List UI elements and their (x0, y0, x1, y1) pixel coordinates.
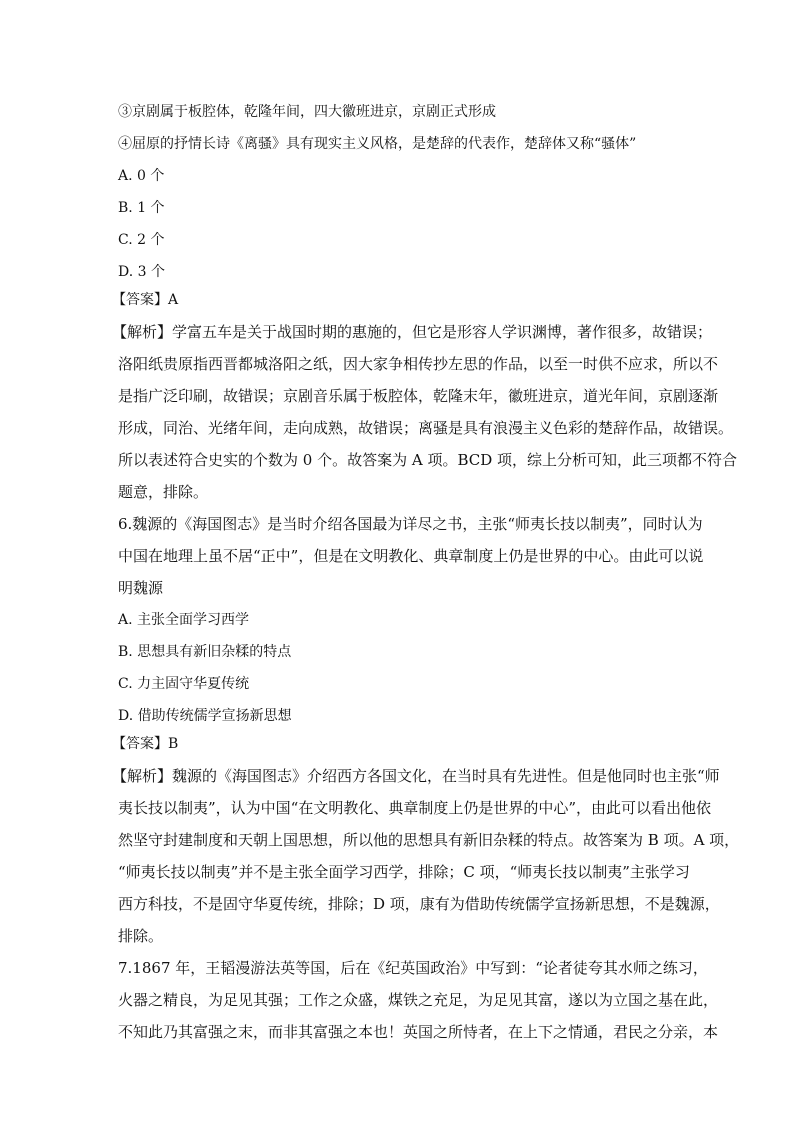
q5-option-d: D. 3 个 (118, 264, 165, 280)
q6-analysis-line: “师夷长技以制夷”并不是主张全面学习西学，排除；C 项，“师夷长技以制夷”主张学习 (118, 863, 690, 881)
q7-stem-line: 7.1867 年，王韬漫游法英等国，后在《纪英国政治》中写到：“论者徒夸其水师之练习， (118, 959, 708, 977)
q5-analysis-line: 题意，排除。 (118, 483, 209, 501)
q6-answer: 【答案】B (112, 736, 179, 752)
q6-option-d: D. 借助传统儒学宣扬新思想 (118, 708, 292, 724)
q5-option-b: B. 1 个 (118, 200, 165, 216)
q5-option-a: A. 0 个 (118, 168, 165, 184)
q6-option-a: A. 主张全面学习西学 (118, 612, 250, 628)
q5-analysis-line: 【解析】学富五车是关于战国时期的惠施的，但它是形容人学识渊博，著作很多，故错误； (112, 323, 713, 341)
q6-stem-line: 中国在地理上虽不居“正中”，但是在文明教化、典章制度上仍是世界的中心。由此可以说 (118, 547, 704, 565)
q6-analysis-line: 夷长技以制夷”，认为中国“在文明教化、典章制度上仍是世界的中心”，由此可以看出他依 (118, 799, 712, 817)
q5-option-c: C. 2 个 (118, 232, 165, 248)
q5-analysis-line: 是指广泛印刷，故错误；京剧音乐属于板腔体，乾隆末年，徽班进京，道光年间，京剧逐渐 (118, 387, 719, 405)
q6-analysis-line: 【解析】魏源的《海国图志》介绍西方各国文化，在当时具有先进性。但是他同时也主张“师 (112, 767, 720, 785)
q5-analysis-line: 形成，同治、光绪年间，走向成熟，故错误；离骚是具有浪漫主义色彩的楚辞作品，故错误。 (118, 419, 734, 437)
q5-analysis-line: 洛阳纸贵原指西晋都城洛阳之纸，因大家争相传抄左思的作品，以至一时供不应求，所以不 (118, 355, 719, 373)
statement-3: ③京剧属于板腔体，乾隆年间，四大徽班进京，京剧正式形成 (118, 104, 496, 120)
q6-stem-line: 明魏源 (118, 579, 164, 597)
q7-stem-line: 火器之精良，为足见其强；工作之众盛，煤铁之充足，为足见其富，遂以为立国之基在此， (118, 991, 719, 1009)
q5-answer: 【答案】A (112, 292, 179, 308)
q5-analysis-line: 所以表述符合史实的个数为 0 个。故答案为 A 项。BCD 项，综上分析可知，此三项都不符合 (118, 451, 738, 469)
q6-analysis-line: 西方科技，不是固守华夏传统，排除；D 项，康有为借助传统儒学宣扬新思想，不是魏源， (118, 895, 720, 913)
statement-4: ④屈原的抒情长诗《离骚》具有现实主义风格，是楚辞的代表作，楚辞体又称“骚体” (118, 136, 637, 152)
q6-option-c: C. 力主固守华夏传统 (118, 676, 250, 692)
q6-analysis-line: 然坚守封建制度和天朝上国思想，所以他的思想具有新旧杂糅的特点。故答案为 B 项。A 项， (118, 831, 740, 849)
q6-option-b: B. 思想具有新旧杂糅的特点 (118, 644, 292, 660)
q6-analysis-line: 排除。 (118, 927, 164, 945)
q7-stem-line: 不知此乃其富强之末，而非其富强之本也！英国之所恃者，在上下之情通，君民之分亲，本 (118, 1023, 719, 1041)
q6-stem-line: 6.魏源的《海国图志》是当时介绍各国最为详尽之书，主张“师夷长技以制夷”，同时认为 (118, 515, 703, 533)
